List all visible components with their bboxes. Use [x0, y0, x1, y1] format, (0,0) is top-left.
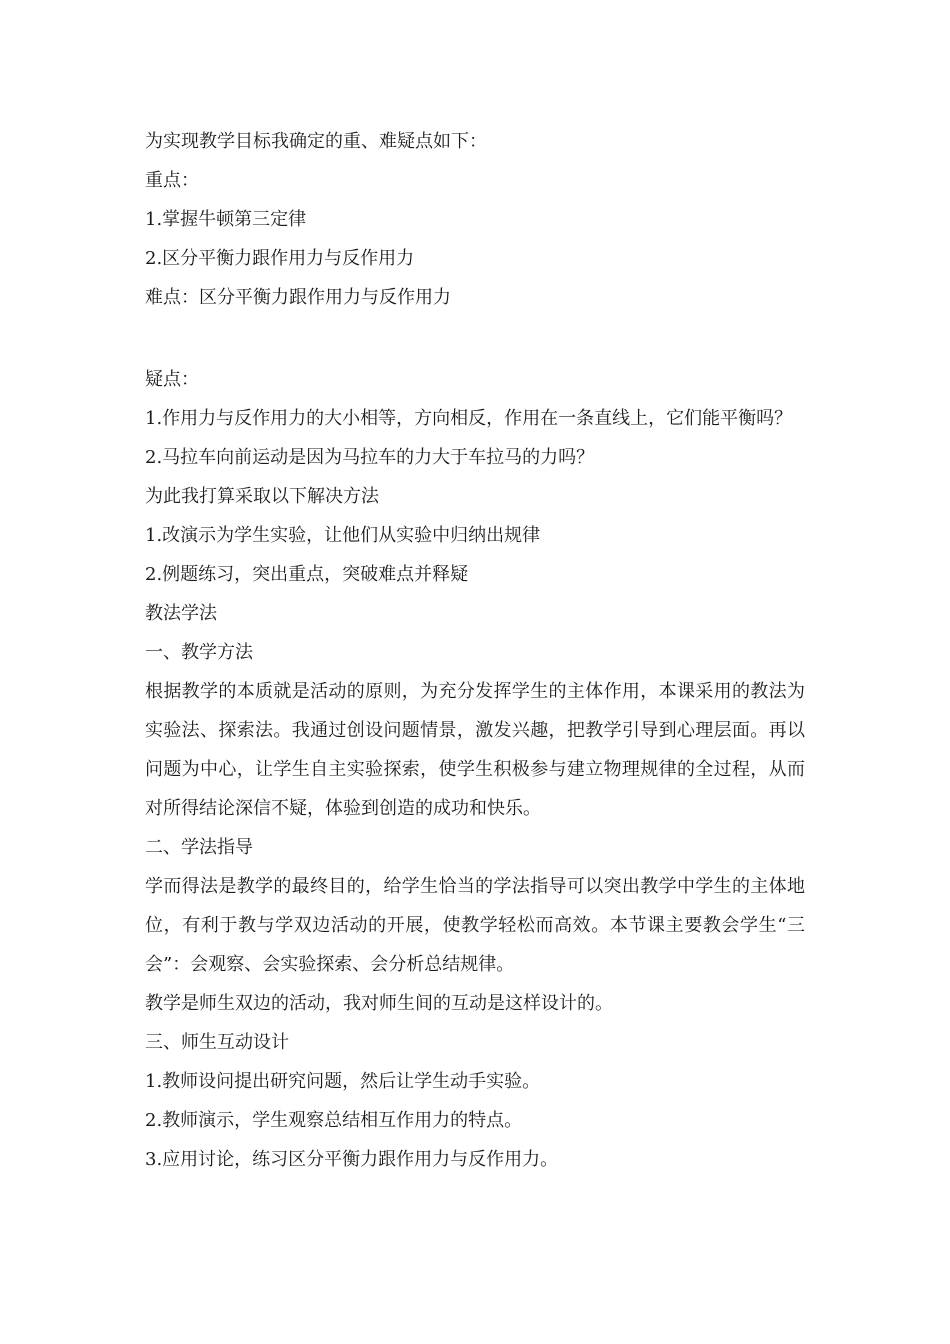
key-point-1: 1.掌握牛顿第三定律: [145, 209, 307, 230]
step-3: 3.应用讨论，练习区分平衡力跟作用力与反作用力。: [145, 1149, 559, 1170]
solution-1: 1.改演示为学生实验，让他们从实验中归纳出规律: [145, 525, 541, 546]
key-points-heading: 重点：: [145, 170, 199, 191]
section-2-heading: 二、学法指导: [145, 837, 253, 858]
doubt-2: 2.马拉车向前运动是因为马拉车的力大于车拉马的力吗？: [145, 447, 595, 468]
difficult-point: 难点：区分平衡力跟作用力与反作用力: [145, 287, 451, 308]
interaction-intro: 教学是师生双边的活动，我对师生间的互动是这样设计的。: [145, 993, 613, 1014]
methods-title: 教法学法: [145, 603, 217, 624]
section-1-body: 根据教学的本质就是活动的原则，为充分发挥学生的主体作用，本课采用的教法为实验法、探索法。我通过创设问题情景，激发兴趣，把教学引导到心理层面。再以问题为中心，让学生自主实验探索，使学生积极参与建立物理规律的全过程，从而对所得结论深信不疑，体验到创造的成功和快乐。: [145, 681, 805, 819]
key-point-2: 2.区分平衡力跟作用力与反作用力: [145, 248, 415, 269]
blank-spacer: [145, 317, 805, 360]
document-body: [145, 122, 805, 1179]
solution-2: 2.例题练习，突出重点，突破难点并释疑: [145, 564, 469, 585]
section-1-heading: 一、教学方法: [145, 642, 253, 663]
solution-intro: 为此我打算采取以下解决方法: [145, 486, 379, 507]
doubt-1: 1.作用力与反作用力的大小相等，方向相反，作用在一条直线上，它们能平衡吗？: [145, 408, 793, 429]
doubt-heading: 疑点：: [145, 369, 199, 390]
step-2: 2.教师演示，学生观察总结相互作用力的特点。: [145, 1110, 523, 1131]
step-1: 1.教师设问提出研究问题，然后让学生动手实验。: [145, 1071, 541, 1092]
section-3-heading: 三、师生互动设计: [145, 1032, 289, 1053]
section-2-body: 学而得法是教学的最终目的，给学生恰当的学法指导可以突出教学中学生的主体地位，有利于教与学双边活动的开展，使教学轻松而高效。本节课主要教会学生“三会”：会观察、会实验探索、会分析总结规律。: [145, 876, 805, 975]
intro-line: 为实现教学目标我确定的重、难疑点如下：: [145, 131, 487, 152]
